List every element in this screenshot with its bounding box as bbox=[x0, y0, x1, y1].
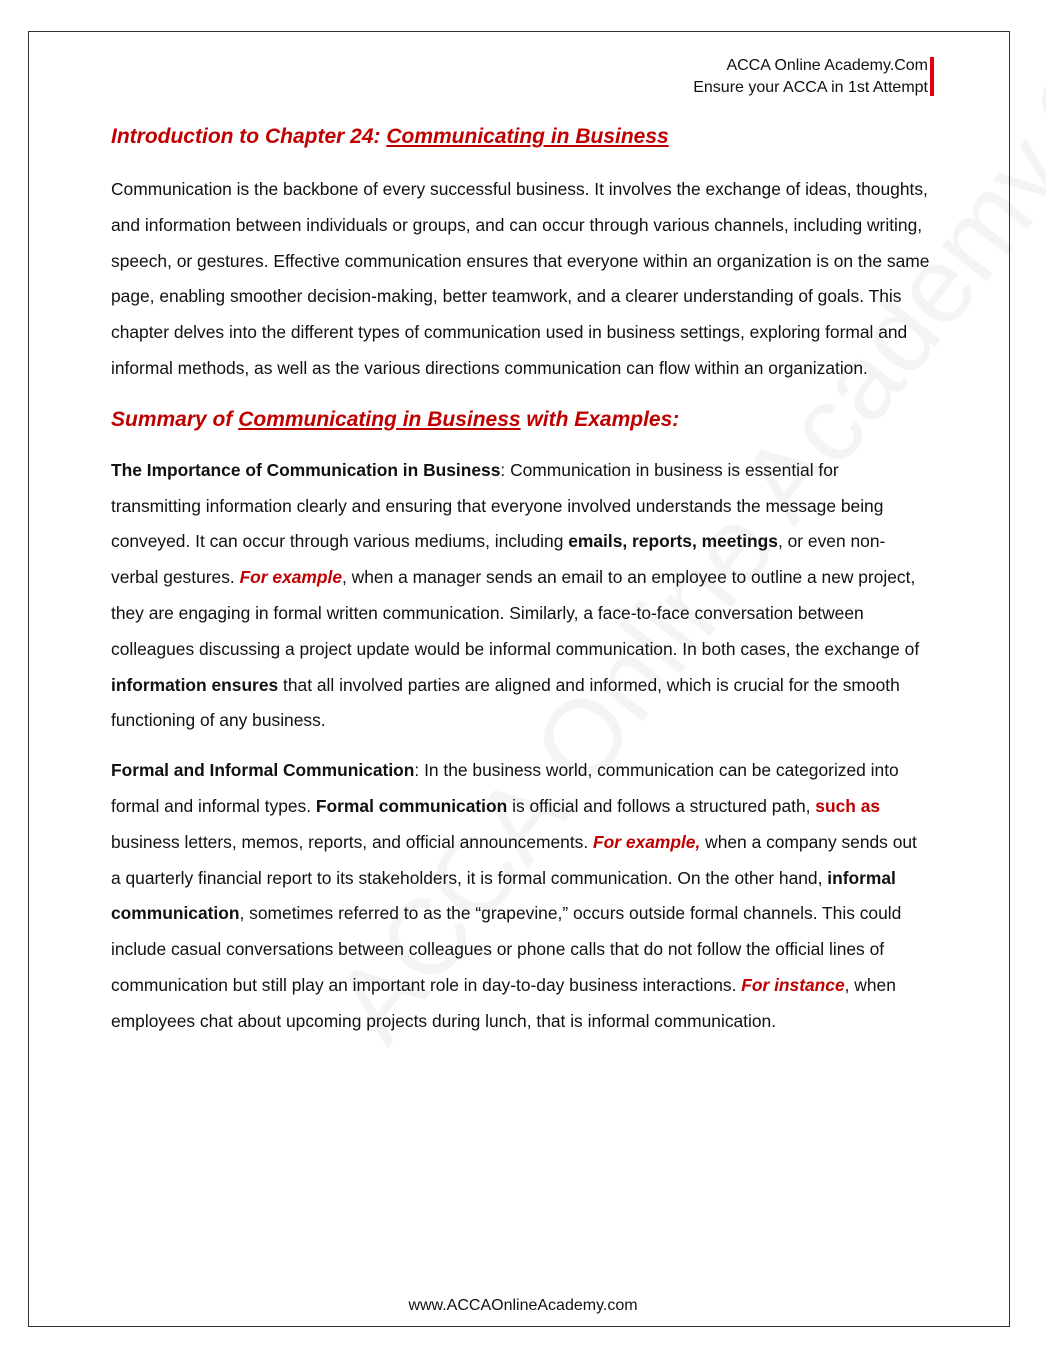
summary-heading bbox=[111, 401, 931, 439]
importance-example-label: For example bbox=[239, 567, 343, 588]
such-as-label: such as bbox=[815, 795, 881, 816]
importance-paragraph bbox=[111, 453, 931, 739]
formal-informal-text-3: business letters, memos, reports, and official announcements. bbox=[111, 831, 594, 852]
informal-instance-label: For instance bbox=[741, 974, 845, 995]
formal-informal-lead: Formal and Informal Communication bbox=[111, 760, 415, 781]
page-header bbox=[693, 55, 928, 99]
informal-bold: informal communication bbox=[111, 867, 896, 924]
importance-text-3: , when a manager sends an email to an employee to outline a new project, they are engaging in formal written communication. Similarly, a face-to-face conversation between colleagues discussing a project update would be informal communication. In both cases, the exchange of bbox=[111, 567, 920, 659]
importance-bold-information: information ensures bbox=[111, 674, 279, 695]
importance-text-1: : Communication in business is essential for transmitting information clearly and ensuring that everyone involved understands the message being conveyed. It can occur through various mediums, including bbox=[111, 459, 884, 552]
formal-informal-text-6: , when employees chat about upcoming projects during lunch, that is informal communication. bbox=[111, 974, 896, 1031]
summary-heading-link[interactable]: Communicating in Business bbox=[238, 407, 521, 431]
intro-heading bbox=[111, 118, 931, 156]
importance-lead: The Importance of Communication in Business bbox=[111, 459, 501, 480]
header-tagline: Ensure your ACCA in 1st Attempt bbox=[693, 79, 928, 96]
importance-text-4: that all involved parties are aligned and informed, which is crucial for the smooth functioning of any business. bbox=[111, 674, 900, 731]
formal-informal-text-1: : In the business world, communication can be categorized into formal and informal types. bbox=[111, 760, 899, 816]
formal-informal-text-2: is official and follows a structured path, bbox=[507, 795, 816, 816]
formal-informal-text-5: , sometimes referred to as the “grapevine,” occurs outside formal channels. This could include casual conversations between colleagues or phone calls that do not follow the official lines of communication but still play an important role in day-to-day business interactions. bbox=[111, 903, 902, 995]
footer-url[interactable]: www.ACCAOnlineAcademy.com bbox=[408, 1297, 638, 1314]
importance-bold-mediums: emails, reports, meetings bbox=[568, 531, 778, 552]
formal-informal-paragraph bbox=[111, 753, 931, 1039]
intro-heading-link[interactable]: Communicating in Business bbox=[386, 125, 669, 148]
formal-informal-text-4: when a company sends out a quarterly financial report to its stakeholders, it is formal communication. On the other hand, bbox=[111, 831, 917, 888]
intro-heading-prefix: Introduction to Chapter 24: bbox=[111, 125, 387, 148]
summary-heading-suffix: with Examples: bbox=[520, 407, 680, 431]
summary-heading-prefix: Summary of bbox=[111, 407, 239, 431]
formal-bold: Formal communication bbox=[315, 795, 508, 816]
intro-paragraph: Communication is the backbone of every successful business. It involves the exchange of ideas, thoughts, and information between individuals or groups, and can occur through various channels, including writing, speech, or gestures. Effective communication ensures that everyone within an organization is on the same page, enabling smoother decision-making, better teamwork, and a clearer understanding of goals. This chapter delves into the different types of communication used in business settings, exploring formal and informal methods, as well as the various directions communication can flow within an organization. bbox=[111, 179, 930, 378]
header-brand: ACCA Online Academy.Com bbox=[726, 57, 928, 74]
document-content bbox=[111, 118, 931, 1040]
header-accent-bar bbox=[930, 57, 934, 96]
formal-example-label: For example, bbox=[593, 831, 701, 852]
importance-text-2: , or even non-verbal gestures. bbox=[111, 531, 886, 588]
